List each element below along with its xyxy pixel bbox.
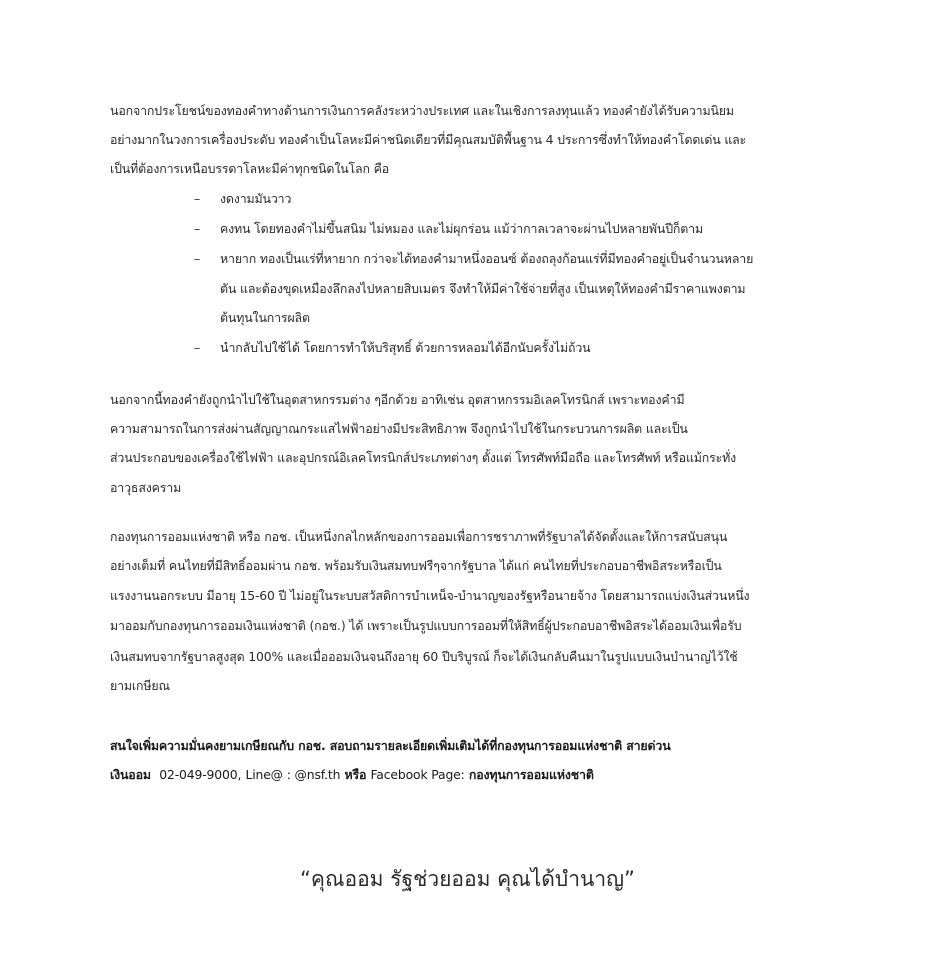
paragraph-line: กองทุนการออมแห่งชาติ หรือ กอช. เป็นหนึ่งกลไกหลักของการออมเพื่อการชราภาพที่รัฐบาลได้จัดตั้งและให้การสนับสนุน [110, 529, 728, 544]
list-item-text: คงทน โดยทองคำไม่ขึ้นสนิม ไม่หมอง และไม่ผุกร่อน แม้ว่ากาลเวลาจะผ่านไปหลายพันปีก็ตาม [220, 221, 703, 236]
contact-or: หรือ [344, 767, 367, 782]
paragraph-line: มาออมกับกองทุนการออมเงินแห่งชาติ (กอช.) ได้ เพราะเป็นรูปแบบการออมที่ให้สิทธิ์ผู้ประกอบอาชีพอิสระได้ออมเงินเพื่อรับ [110, 618, 742, 633]
list-item-text: ตัน และต้องขุดเหมืองลึกลงไปหลายสิบเมตร จึงทำให้มีค่าใช้จ่ายที่สูง เป็นเหตุให้ทองคำมีราคาแพงตาม [220, 281, 746, 296]
list-item-text: ต้นทุนในการผลิต [220, 310, 310, 325]
slogan-quote: “คุณออม รัฐช่วยออม คุณได้บำนาญ” [300, 867, 635, 891]
paragraph-line: เงินสมทบจากรัฐบาลสูงสุด 100% และเมื่อออมเงินจนถึงอายุ 60 ปีบริบูรณ์ ก็จะได้เงินกลับคืนมาในรูปแบบเงินบำนาญไว้ใช้ [110, 649, 738, 664]
dash-bullet-icon: – [194, 221, 201, 236]
paragraph-line: ยามเกษียณ [110, 678, 170, 693]
paragraph-line: นอกจากประโยชน์ของทองคำทางด้านการเงินการคลังระหว่างประเทศ และในเชิงการลงทุนแล้ว ทองคำยังได้รับความนิยม [110, 103, 734, 118]
dash-bullet-icon: – [194, 340, 201, 355]
paragraph-line: เป็นที่ต้องการเหนือบรรดาโลหะมีค่าทุกชนิดในโลก คือ [110, 161, 390, 176]
contact-prefix: เงินออม [110, 767, 151, 782]
paragraph-line: นอกจากนี้ทองคำยังถูกนำไปใช้ในอุตสาหกรรมต่าง ๆอีกด้วย อาทิเช่น อุตสาหกรรมอิเลคโทรนิกส์ เพราะทองคำมี [110, 392, 685, 407]
paragraph-line: ส่วนประกอบของเครื่องใช้ไฟฟ้า และอุปกรณ์อิเลคโทรนิกส์ประเภทต่างๆ ตั้งแต่ โทรศัพท์มือถือ และโทรศัพท์ หรือแม้กระทั่ง [110, 450, 737, 465]
facebook-page-name: กองทุนการออมแห่งชาติ [468, 767, 594, 782]
list-item-text: นำกลับไปใช้ได้ โดยการทำให้บริสุทธิ์ ด้วยการหลอมได้อีกนับครั้งไม่ถ้วน [220, 340, 591, 355]
paragraph-line: ความสามารถในการส่งผ่านสัญญาณกระแสไฟฟ้าอย่างมีประสิทธิภาพ จึงถูกนำไปใช้ในกระบวนการผลิต และเป็น [110, 421, 688, 436]
line-account: Line@ : @nsf.th [245, 767, 341, 782]
hotline-phone: 02-049-9000, [159, 767, 242, 782]
contact-line: สนใจเพิ่มความมั่นคงยามเกษียณกับ กอช. สอบถามรายละเอียดเพิ่มเติมได้ที่กองทุนการออมแห่งชาติ สายด่วน [110, 738, 671, 753]
paragraph-line: แรงงานนอกระบบ มีอายุ 15-60 ปี ไม่อยู่ในระบบสวัสดิการบำเหน็จ-บำนาญของรัฐหรือนายจ้าง โดยสามารถแบ่งเงินส่วนหนึ่ง [110, 588, 750, 603]
paragraph-line: อย่างเต็มที่ คนไทยที่มีสิทธิ์ออมผ่าน กอช. พร้อมรับเงินสมทบฟรีๆจากรัฐบาล ได้แก่ คนไทยที่ประกอบอาชีพอิสระหรือเป็น [110, 558, 722, 573]
list-item-text: หายาก ทองเป็นแร่ที่หายาก กว่าจะได้ทองคำมาหนึ่งออนซ์ ต้องถลุงก้อนแร่ที่มีทองคำอยู่เป็นจำนวนหลาย [220, 251, 754, 266]
list-item-text: งดงามมันวาว [220, 191, 292, 206]
facebook-label: Facebook Page: [370, 767, 465, 782]
contact-line [110, 767, 594, 783]
dash-bullet-icon: – [194, 191, 201, 206]
dash-bullet-icon: – [194, 251, 201, 266]
paragraph-line: อย่างมากในวงการเครื่องประดับ ทองคำเป็นโลหะมีค่าชนิดเดียวที่มีคุณสมบัติพื้นฐาน 4 ประการซึ่งทำให้ทองคำโดดเด่น และ [110, 132, 747, 147]
paragraph-line: อาวุธสงคราม [110, 480, 182, 495]
